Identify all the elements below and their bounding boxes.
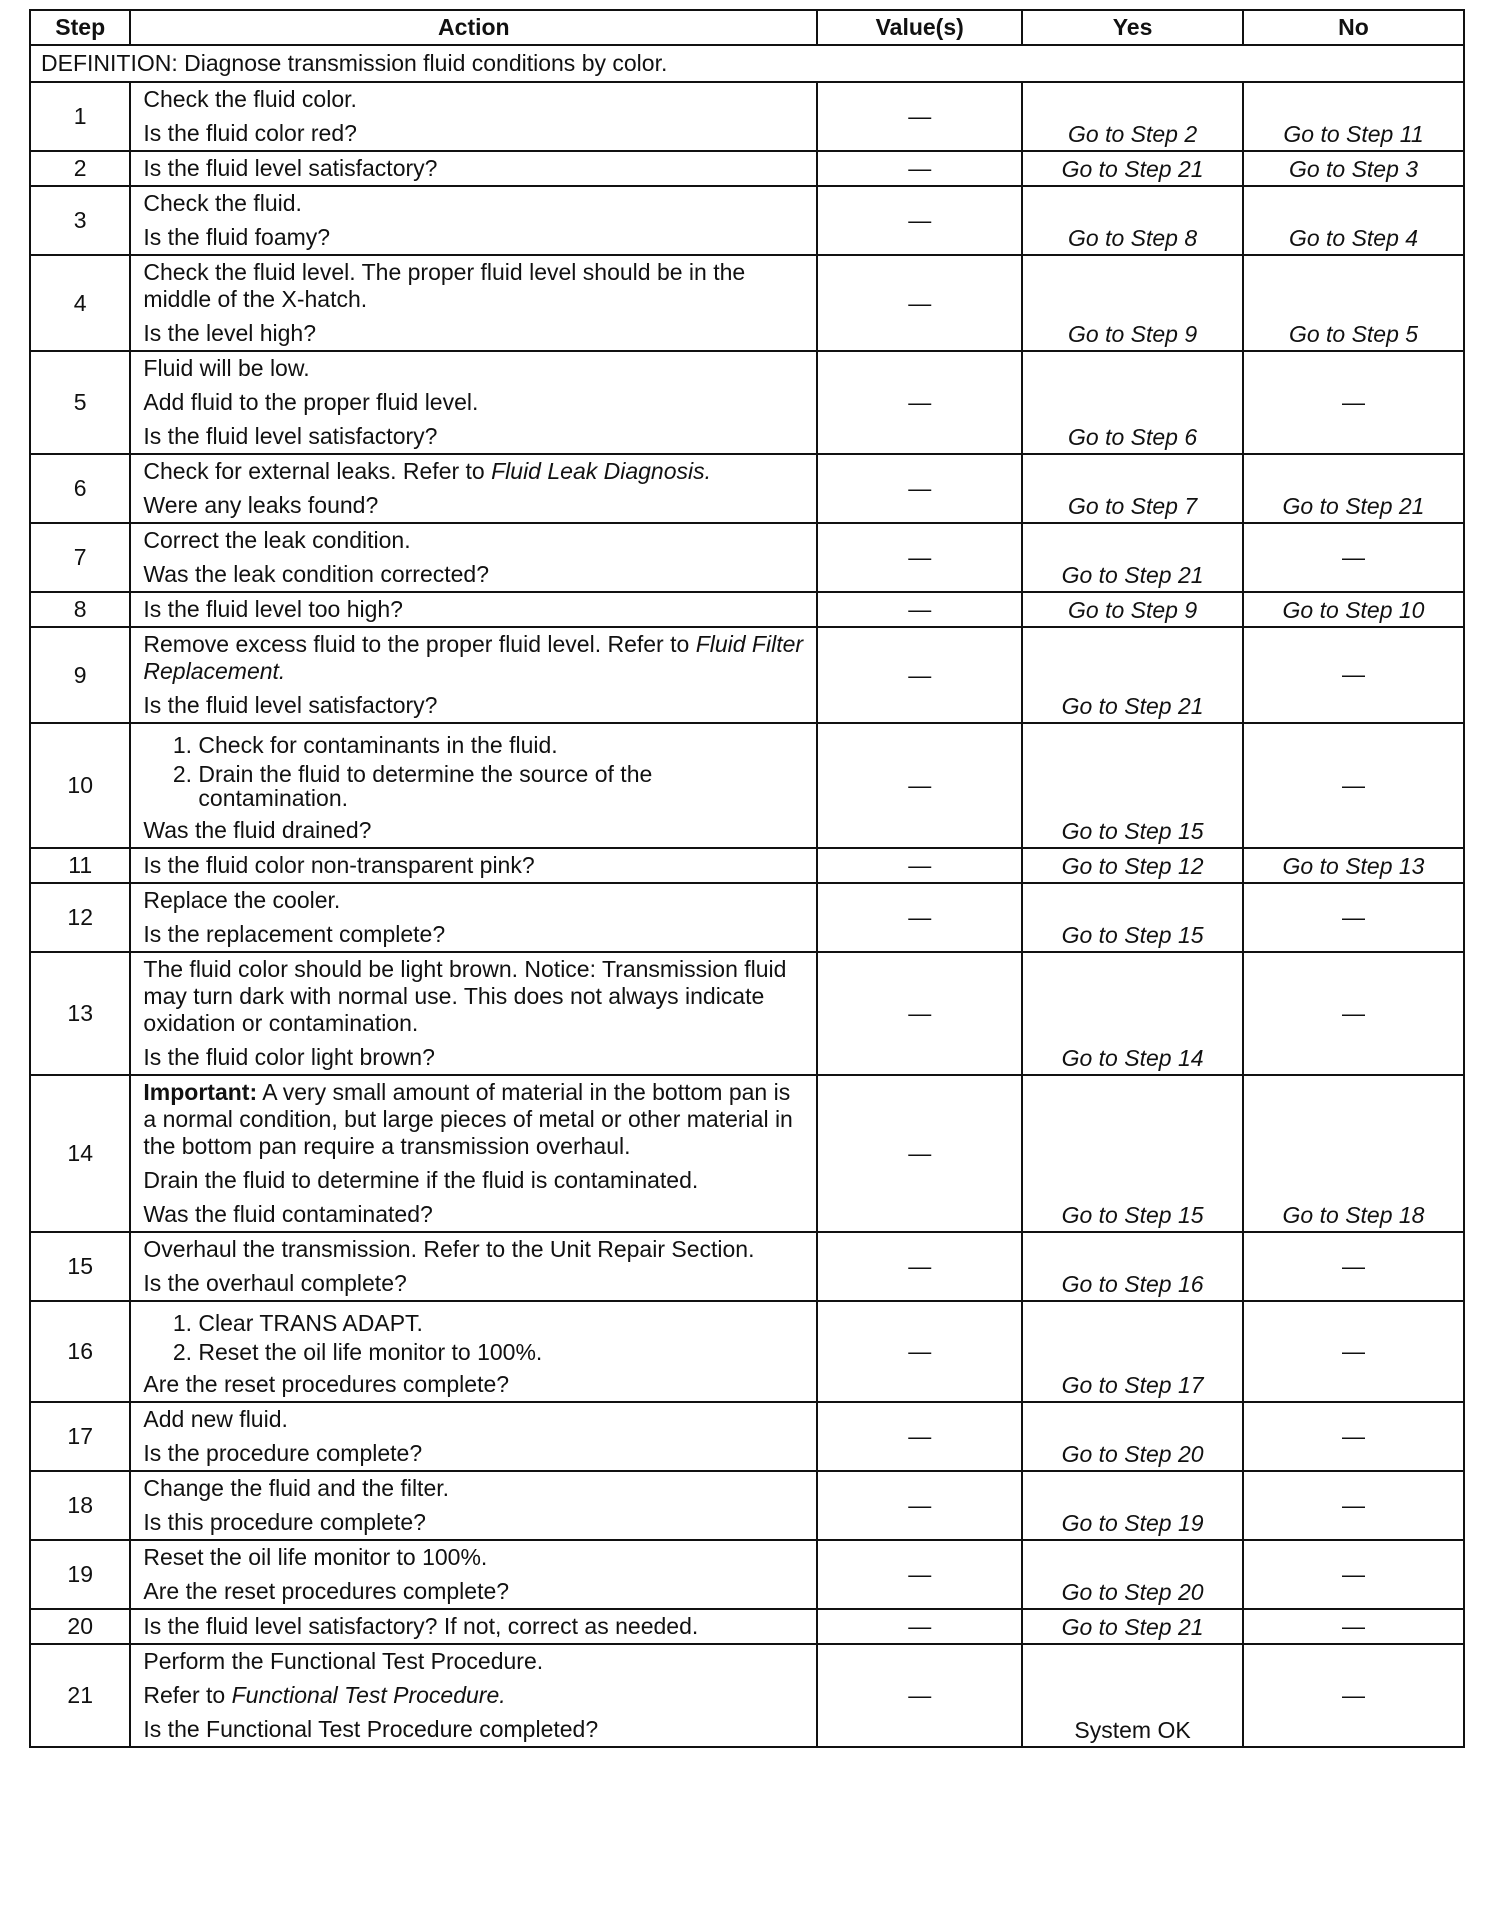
action-line: Is the fluid color non-transparent pink?	[143, 852, 535, 878]
no-cell: —	[1243, 883, 1464, 952]
table-row	[30, 1301, 1464, 1402]
definition-text: DEFINITION: Diagnose transmission fluid conditions by color.	[30, 45, 1464, 82]
step-number: 15	[30, 1232, 130, 1301]
reference-link: Functional Test Procedure.	[231, 1682, 506, 1708]
step-number: 2	[30, 151, 130, 186]
action-line: Is the fluid color red?	[143, 120, 357, 146]
action-important	[143, 1079, 806, 1160]
action-line: Check the fluid.	[143, 190, 302, 216]
step-number: 4	[30, 255, 130, 351]
no-cell: Go to Step 4	[1243, 186, 1464, 255]
values-cell: —	[817, 1402, 1022, 1471]
no-cell: —	[1243, 723, 1464, 848]
action-line: Is the overhaul complete?	[143, 1270, 407, 1296]
action-line: Was the fluid contaminated?	[143, 1201, 433, 1227]
yes-cell: Go to Step 8	[1022, 186, 1243, 255]
header-values: Value(s)	[817, 10, 1022, 45]
yes-cell: Go to Step 21	[1022, 1609, 1243, 1644]
no-cell: Go to Step 3	[1243, 151, 1464, 186]
action-line: Check the fluid color.	[143, 86, 357, 112]
values-cell: —	[817, 627, 1022, 723]
no-cell: Go to Step 21	[1243, 454, 1464, 523]
action-line: Reset the oil life monitor to 100%.	[143, 1544, 488, 1570]
table-row	[30, 1402, 1464, 1471]
action-line: Is the fluid color light brown?	[143, 1044, 435, 1070]
no-cell: —	[1243, 351, 1464, 454]
action-line: Was the fluid drained?	[143, 817, 372, 843]
table-row	[30, 1471, 1464, 1540]
action-line: Check the fluid level. The proper fluid level should be in the middle of the X-hatch.	[143, 259, 746, 312]
values-cell: —	[817, 454, 1022, 523]
step-number: 14	[30, 1075, 130, 1232]
action-line: Add fluid to the proper fluid level.	[143, 389, 479, 415]
yes-cell: Go to Step 7	[1022, 454, 1243, 523]
action-cell	[130, 1232, 817, 1301]
action-line: Fluid will be low.	[143, 355, 310, 381]
action-cell	[130, 1402, 817, 1471]
values-cell: —	[817, 1075, 1022, 1232]
yes-cell: Go to Step 21	[1022, 151, 1243, 186]
action-text: Check for external leaks. Refer to	[143, 458, 492, 484]
step-number: 19	[30, 1540, 130, 1609]
action-cell	[130, 592, 817, 627]
no-cell: —	[1243, 1540, 1464, 1609]
step-number: 3	[30, 186, 130, 255]
action-steps-list	[143, 1311, 806, 1364]
action-line: Are the reset procedures complete?	[143, 1371, 510, 1397]
table-row	[30, 848, 1464, 883]
header-action: Action	[130, 10, 817, 45]
table-row	[30, 186, 1464, 255]
values-cell: —	[817, 351, 1022, 454]
values-cell: —	[817, 1301, 1022, 1402]
action-line	[143, 1682, 806, 1709]
action-cell	[130, 627, 817, 723]
action-line: Is the fluid level satisfactory? If not, correct as needed.	[143, 1613, 699, 1639]
yes-cell: Go to Step 15	[1022, 883, 1243, 952]
step-number: 16	[30, 1301, 130, 1402]
step-number: 10	[30, 723, 130, 848]
action-line: Is the fluid level satisfactory?	[143, 423, 438, 449]
no-cell: —	[1243, 1644, 1464, 1747]
action-line	[143, 631, 806, 685]
step-number: 5	[30, 351, 130, 454]
values-cell: —	[817, 1540, 1022, 1609]
action-line: Were any leaks found?	[143, 492, 379, 518]
action-cell	[130, 351, 817, 454]
reference-link: Fluid Leak Diagnosis.	[491, 458, 712, 484]
values-cell: —	[817, 151, 1022, 186]
no-cell: Go to Step 13	[1243, 848, 1464, 883]
action-cell	[130, 1075, 817, 1232]
action-line: Change the fluid and the filter.	[143, 1475, 450, 1501]
step-number: 17	[30, 1402, 130, 1471]
step-number: 12	[30, 883, 130, 952]
step-number: 20	[30, 1609, 130, 1644]
table-row	[30, 723, 1464, 848]
values-cell: —	[817, 848, 1022, 883]
action-list-item: 1. Check for contaminants in the fluid.	[198, 733, 806, 757]
action-cell	[130, 82, 817, 151]
step-number: 6	[30, 454, 130, 523]
yes-cell: System OK	[1022, 1644, 1243, 1747]
action-line: Add new fluid.	[143, 1406, 288, 1432]
yes-cell: Go to Step 17	[1022, 1301, 1243, 1402]
no-cell: Go to Step 10	[1243, 592, 1464, 627]
action-line: Is the fluid foamy?	[143, 224, 331, 250]
action-text: Refer to	[143, 1682, 232, 1708]
no-cell: —	[1243, 523, 1464, 592]
yes-cell: Go to Step 9	[1022, 255, 1243, 351]
important-text: A very small amount of material in the bottom pan is a normal condition, but large pieces of metal or other material in the bottom pan require a transmission overhaul.	[143, 1079, 793, 1159]
action-cell	[130, 883, 817, 952]
values-cell: —	[817, 1644, 1022, 1747]
no-cell: —	[1243, 627, 1464, 723]
action-cell	[130, 952, 817, 1075]
table-row	[30, 1232, 1464, 1301]
action-line: Drain the fluid to determine if the fluid is contaminated.	[143, 1167, 699, 1193]
values-cell: —	[817, 1609, 1022, 1644]
table-row	[30, 351, 1464, 454]
action-steps-list	[143, 733, 806, 810]
values-cell: —	[817, 523, 1022, 592]
step-number: 9	[30, 627, 130, 723]
action-line: Is the replacement complete?	[143, 921, 446, 947]
values-cell: —	[817, 255, 1022, 351]
action-cell	[130, 848, 817, 883]
table-row	[30, 627, 1464, 723]
no-cell: —	[1243, 1402, 1464, 1471]
action-list-item: 1. Clear TRANS ADAPT.	[198, 1311, 806, 1335]
action-cell	[130, 1644, 817, 1747]
table-row	[30, 82, 1464, 151]
table-row	[30, 883, 1464, 952]
no-cell: —	[1243, 1609, 1464, 1644]
action-line: Is the fluid level too high?	[143, 596, 403, 622]
action-cell	[130, 523, 817, 592]
action-cell	[130, 186, 817, 255]
action-line: Perform the Functional Test Procedure.	[143, 1648, 544, 1674]
action-line: Are the reset procedures complete?	[143, 1578, 510, 1604]
values-cell: —	[817, 1232, 1022, 1301]
values-cell: —	[817, 883, 1022, 952]
yes-cell: Go to Step 20	[1022, 1402, 1243, 1471]
values-cell: —	[817, 82, 1022, 151]
no-cell: —	[1243, 1301, 1464, 1402]
action-line: Was the leak condition corrected?	[143, 561, 490, 587]
reference-link: Fluid Filter Replacement.	[143, 631, 804, 684]
values-cell: —	[817, 723, 1022, 848]
yes-cell: Go to Step 6	[1022, 351, 1243, 454]
action-cell	[130, 1471, 817, 1540]
step-number: 21	[30, 1644, 130, 1747]
yes-cell: Go to Step 9	[1022, 592, 1243, 627]
header-no: No	[1243, 10, 1464, 45]
values-cell: —	[817, 952, 1022, 1075]
header-row	[30, 10, 1464, 45]
step-number: 11	[30, 848, 130, 883]
table-row	[30, 1540, 1464, 1609]
action-line: Is the fluid level satisfactory?	[143, 155, 438, 181]
header-step: Step	[30, 10, 130, 45]
yes-cell: Go to Step 12	[1022, 848, 1243, 883]
yes-cell: Go to Step 20	[1022, 1540, 1243, 1609]
action-list-item: 2. Drain the fluid to determine the source of the contamination.	[198, 762, 806, 810]
no-cell: —	[1243, 1232, 1464, 1301]
table-row	[30, 952, 1464, 1075]
values-cell: —	[817, 186, 1022, 255]
yes-cell: Go to Step 14	[1022, 952, 1243, 1075]
action-line: The fluid color should be light brown. Notice: Transmission fluid may turn dark with normal use. This does not always indicate oxidation or contamination.	[143, 956, 787, 1036]
action-line: Is the procedure complete?	[143, 1440, 423, 1466]
step-number: 7	[30, 523, 130, 592]
action-cell	[130, 1540, 817, 1609]
action-line: Is the level high?	[143, 320, 317, 346]
diagnostic-table	[29, 9, 1465, 1748]
yes-cell: Go to Step 15	[1022, 1075, 1243, 1232]
table-row	[30, 1644, 1464, 1747]
action-cell	[130, 454, 817, 523]
yes-cell: Go to Step 15	[1022, 723, 1243, 848]
action-line: Is the Functional Test Procedure completed?	[143, 1716, 599, 1742]
action-list-item: 2. Reset the oil life monitor to 100%.	[198, 1340, 806, 1364]
yes-cell: Go to Step 21	[1022, 627, 1243, 723]
action-cell	[130, 723, 817, 848]
step-number: 13	[30, 952, 130, 1075]
action-line: Is the fluid level satisfactory?	[143, 692, 438, 718]
yes-cell: Go to Step 2	[1022, 82, 1243, 151]
header-yes: Yes	[1022, 10, 1243, 45]
table-row	[30, 1609, 1464, 1644]
action-cell	[130, 151, 817, 186]
table-row	[30, 151, 1464, 186]
definition-row	[30, 45, 1464, 82]
table-row	[30, 255, 1464, 351]
table-row	[30, 523, 1464, 592]
no-cell: Go to Step 18	[1243, 1075, 1464, 1232]
action-line	[143, 458, 806, 485]
no-cell: Go to Step 11	[1243, 82, 1464, 151]
no-cell: —	[1243, 952, 1464, 1075]
action-line: Is this procedure complete?	[143, 1509, 426, 1535]
action-cell	[130, 1301, 817, 1402]
no-cell: —	[1243, 1471, 1464, 1540]
action-line: Overhaul the transmission. Refer to the Unit Repair Section.	[143, 1236, 755, 1262]
values-cell: —	[817, 1471, 1022, 1540]
step-number: 1	[30, 82, 130, 151]
step-number: 8	[30, 592, 130, 627]
yes-cell: Go to Step 21	[1022, 523, 1243, 592]
yes-cell: Go to Step 16	[1022, 1232, 1243, 1301]
no-cell: Go to Step 5	[1243, 255, 1464, 351]
action-text: Remove excess fluid to the proper fluid level. Refer to	[143, 631, 696, 657]
values-cell: —	[817, 592, 1022, 627]
table-row	[30, 1075, 1464, 1232]
action-cell	[130, 255, 817, 351]
step-number: 18	[30, 1471, 130, 1540]
action-line: Correct the leak condition.	[143, 527, 411, 553]
yes-cell: Go to Step 19	[1022, 1471, 1243, 1540]
table-row	[30, 592, 1464, 627]
action-cell	[130, 1609, 817, 1644]
action-line: Replace the cooler.	[143, 887, 341, 913]
important-label: Important:	[143, 1079, 258, 1105]
table-row	[30, 454, 1464, 523]
